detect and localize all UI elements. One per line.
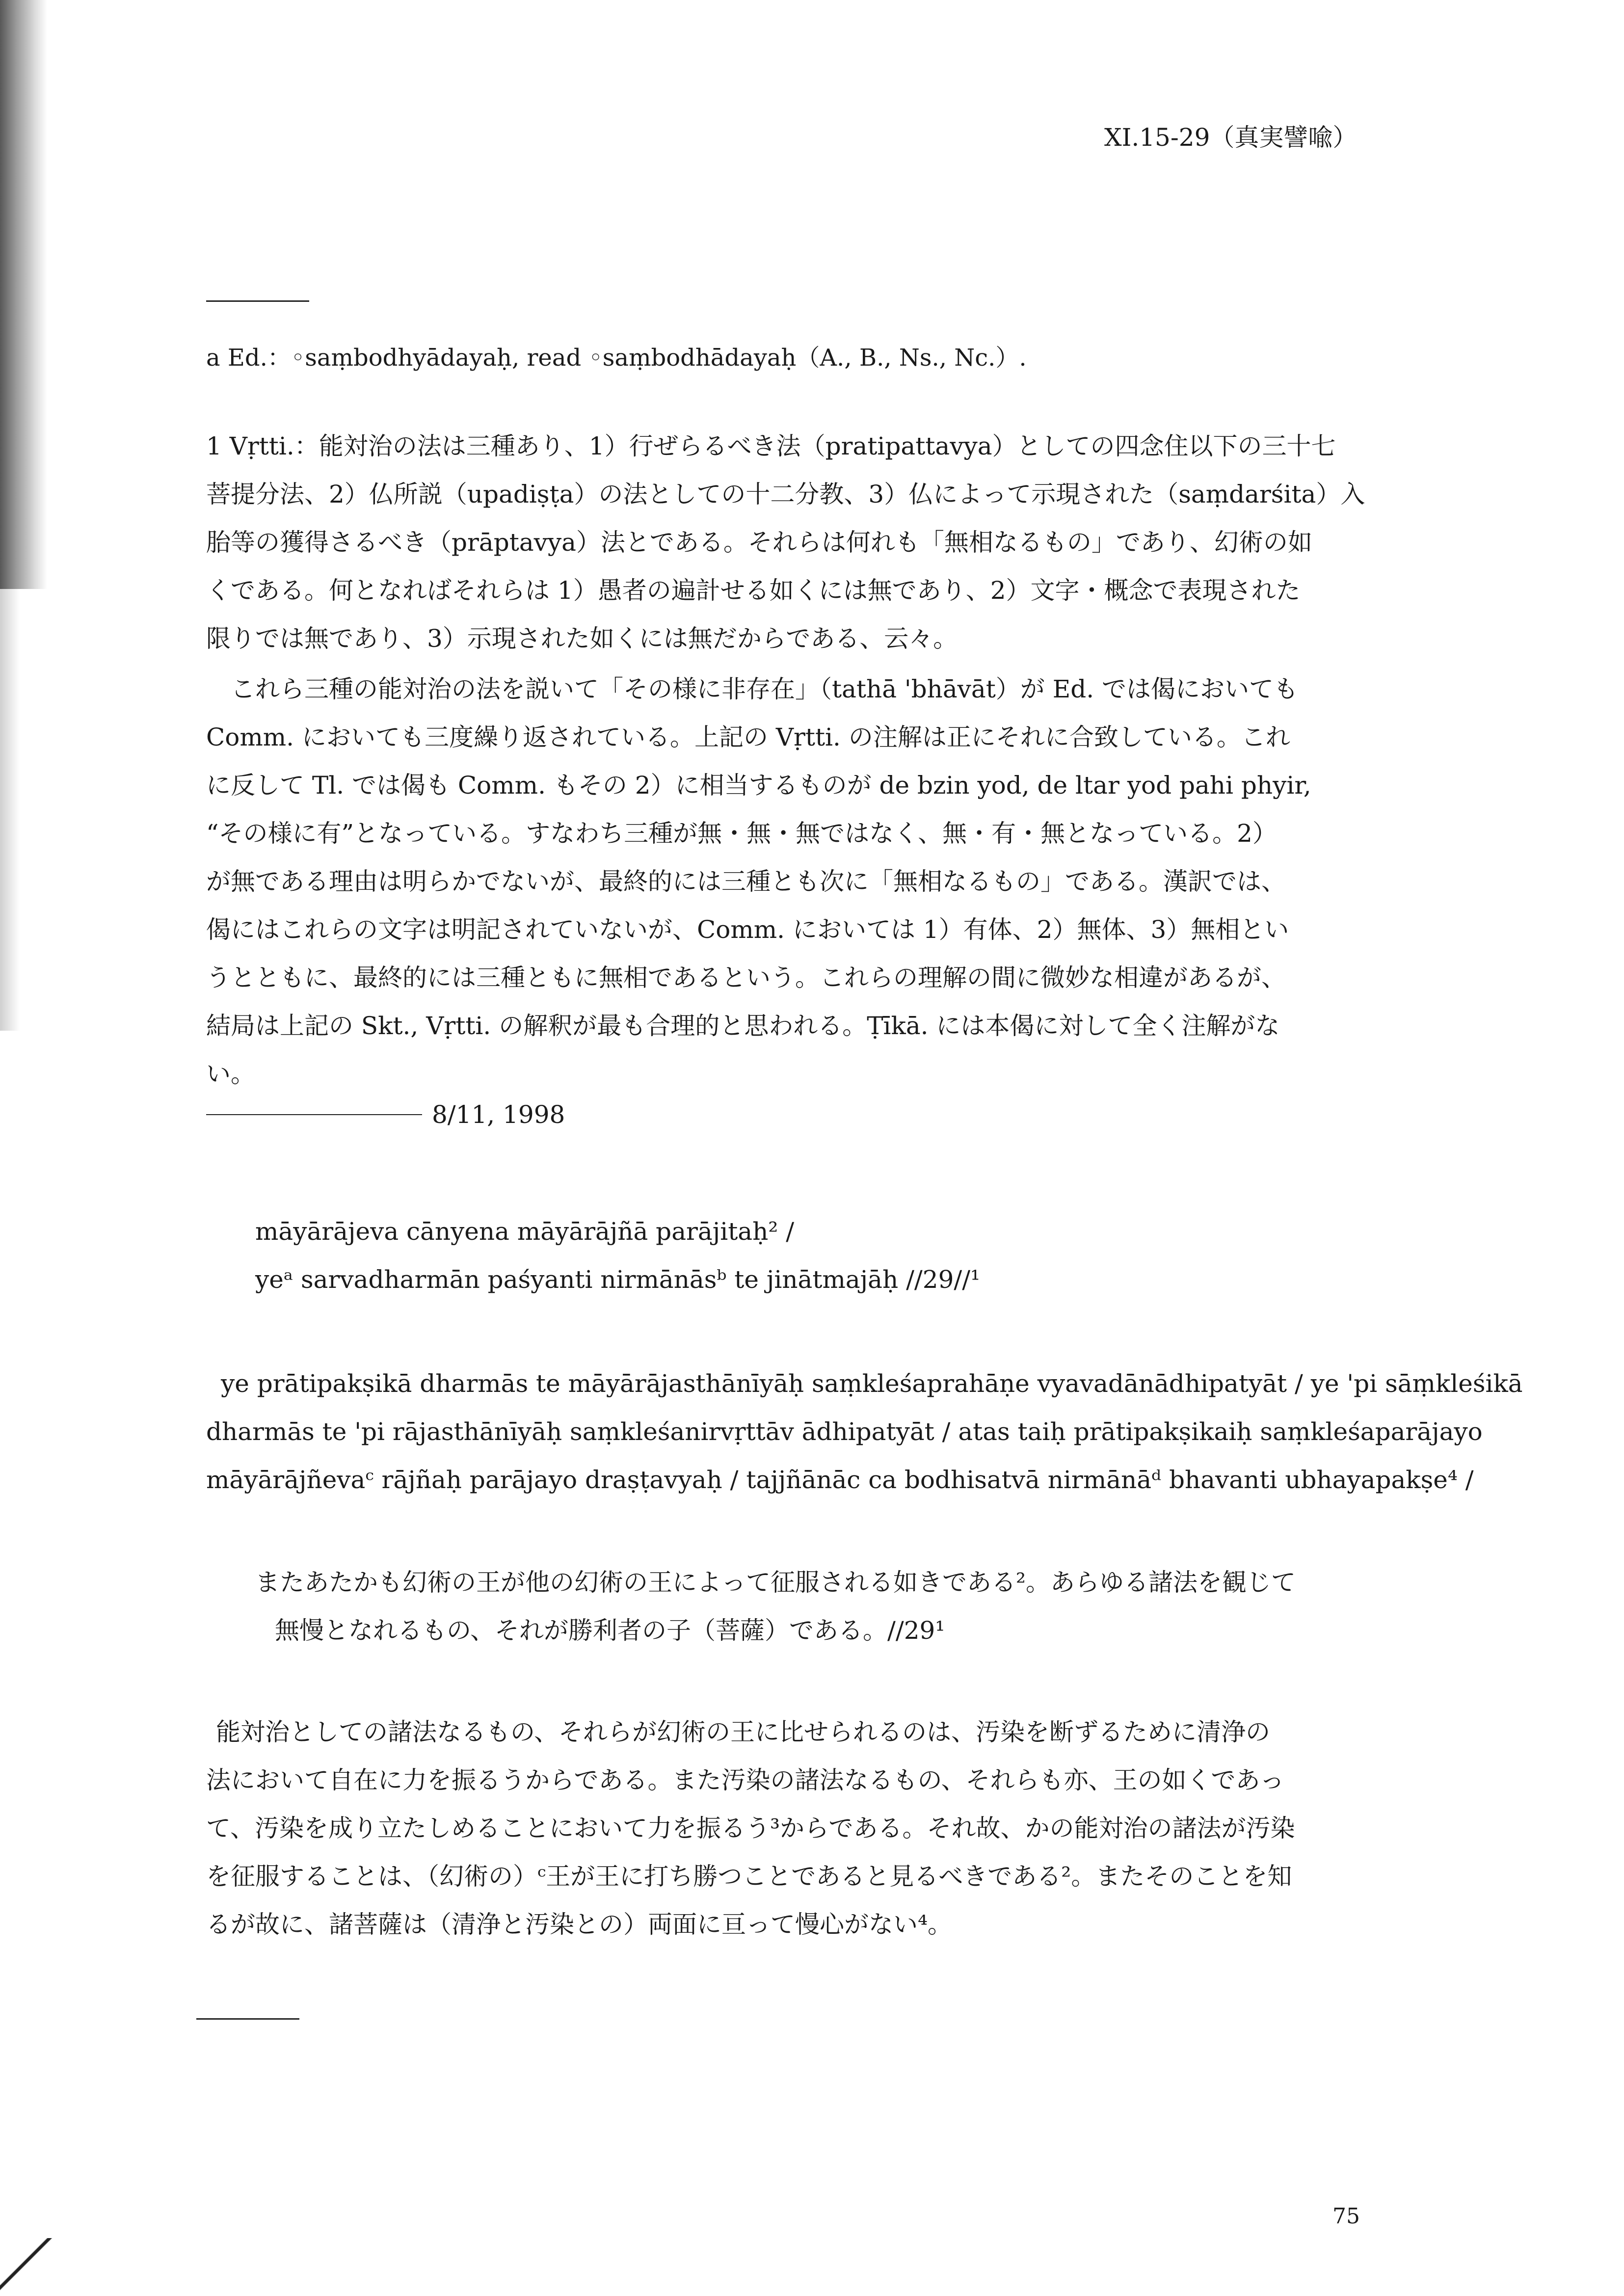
note-1-line-12: うとともに、最終的には三種ともに無相であるという。これらの理解の間に微妙な相違があるが、 — [206, 963, 1286, 992]
scan-shadow — [0, 0, 47, 589]
scan-shadow-lower — [0, 589, 20, 1031]
note-1-line-4: くである。何となればそれらは 1）愚者の遍計せる如くには無であり、2）文字・概念で表現された — [206, 576, 1301, 605]
verse-line-1: māyārājeva cānyena māyārājñā parājitaḥ² / — [255, 1217, 795, 1246]
note-1-line-3: 胎等の獲得さるべき（prāptavya）法とである。それらは何れも「無相なるもの」であり、幻術の如 — [206, 528, 1312, 557]
note-1-line-8: に反して Tl. では偈も Comm. もその 2）に相当するものが de bzin yod, de ltar yod pahi phyir, — [206, 771, 1311, 800]
exposition-line-3: て、汚染を成り立たしめることにおいて力を振るう³からである。それ故、かの能対治の諸法が汚染 — [206, 1814, 1295, 1842]
exposition-line-5: るが故に、諸菩薩は（清浄と汚染との）両面に亘って慢心がない⁴。 — [206, 1910, 953, 1939]
scan-corner-mark — [0, 2238, 59, 2296]
verse-line-2: yeᵃ sarvadharmān paśyanti nirmānāsᵇ te jinātmajāḥ //29//¹ — [255, 1265, 981, 1294]
note-1-line-6: これら三種の能対治の法を説いて「その様に非存在」（tathā 'bhāvāt）が Ed. では偈においても — [231, 675, 1298, 703]
note-1-line-14: い。 — [206, 1060, 255, 1088]
note-1-line-7: Comm. においても三度繰り返されている。上記の Vṛtti. の注解は正にそれに合致している。これ — [206, 723, 1290, 751]
exposition-line-1: 能対治としての諸法なるもの、それらが幻術の王に比せられるのは、汚染を断ずるために清浄の — [216, 1718, 1270, 1746]
note-1-line-11: 偈にはこれらの文字は明記されていないが、Comm. においては 1）有体、2）無体、3）無相とい — [206, 915, 1289, 944]
note-1-line-5: 限りでは無であり、3）示現された如くには無だからである、云々。 — [206, 624, 958, 653]
footnote-separator — [206, 300, 309, 302]
running-header: XI.15-29（真実譬喩） — [1104, 123, 1358, 152]
note-1-line-10: が無である理由は明らかでないが、最終的には三種とも次に「無相なるもの」である。漢訳では、 — [206, 867, 1286, 896]
note-1-line-9: “その様に有”となっている。すなわち三種が無・無・無ではなく、無・有・無となっている。2） — [206, 819, 1277, 848]
exposition-line-4: を征服することは、（幻術の）ᶜ王が王に打ち勝つことであると見るべきである²。またそのことを知 — [206, 1862, 1292, 1891]
translation-line-1: またあたかも幻術の王が他の幻術の王によって征服される如きである²。あらゆる諸法を観じて — [255, 1568, 1296, 1597]
commentary-line-2: dharmās te 'pi rājasthānīyāḥ saṃkleśanirvṛttāv ādhipatyāt / atas taiḥ prātipakṣikaiḥ saṃkleśaparājayo — [206, 1417, 1483, 1446]
note-1-line-2: 菩提分法、2）仏所説（upadiṣṭa）の法としての十二分教、3）仏によって示現された（saṃdarśita）入 — [206, 480, 1365, 508]
note-date: 8/11, 1998 — [432, 1100, 565, 1129]
commentary-line-3: māyārājñevaᶜ rājñaḥ parājayo draṣṭavyaḥ / tajjñānāc ca bodhisatvā nirmānāᵈ bhavanti ubhayapakṣe⁴ / — [206, 1466, 1474, 1494]
note-1-line-13: 結局は上記の Skt., Vṛtti. の解釈が最も合理的と思われる。Ṭīkā. には本偈に対して全く注解がな — [206, 1012, 1280, 1040]
footnote-a: a Ed.：◦saṃbodhyādayaḥ, read ◦saṃbodhādayaḥ（A., B., Ns., Nc.）. — [206, 344, 1027, 372]
footnote-separator-bottom — [196, 2018, 299, 2020]
page-number: 75 — [1332, 2204, 1360, 2229]
exposition-line-2: 法において自在に力を振るうからである。また汚染の諸法なるもの、それらも亦、王の如くであっ — [206, 1766, 1284, 1794]
translation-line-2: 無慢となれるもの、それが勝利者の子（菩薩）である。//29¹ — [275, 1616, 945, 1645]
note-1-line-1: 1 Vṛtti.：能対治の法は三種あり、1）行ぜらるべき法（pratipattavya）としての四念住以下の三十七 — [206, 432, 1336, 460]
commentary-line-1: ye prātipakṣikā dharmās te māyārājasthānīyāḥ saṃkleśaprahāṇe vyavadānādhipatyāt / ye 'pi sāṃkleśikā — [221, 1369, 1523, 1398]
date-rule — [206, 1114, 422, 1115]
